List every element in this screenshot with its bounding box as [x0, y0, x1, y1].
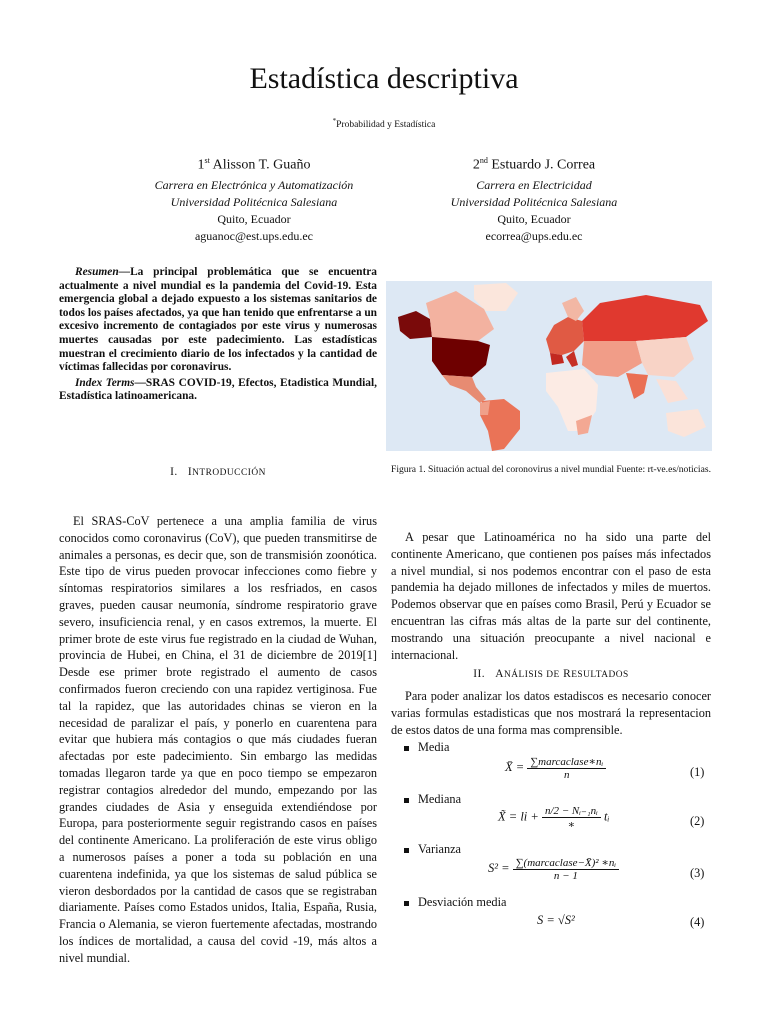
formula-label-mediana: Mediana	[418, 792, 461, 807]
section-heading-analisis: II. ANÁLISIS DE RESULTADOS	[473, 668, 629, 680]
paper-title: Estadística descriptiva	[249, 62, 519, 95]
section-heading-introduccion: I. INTRODUCCIÓN	[170, 466, 266, 478]
title-footnote: *Probabilidad y Estadística	[332, 117, 436, 131]
analysis-paragraph: Para poder analizar los datos estadiscos es necesario conocer varias formulas estadisticas que nos mostrará la representacion de estos datos de una forma mas comprensible.	[391, 689, 711, 737]
equation-number-1: (1)	[690, 765, 705, 779]
abstract: Resumen—La principal problemática que se encuentra actualmente a nivel mundial es la pandemia del Covid-19. Esta emergencia global a dejado expuesto a los sistemas sanitarios de todos los países afectados, ya que han tenido que enfrentarse a un excesivo incremento de contagiados por este virus y numerosas muertes causadas por este padecimiento. Las estadísticas muestran el crecimiento diario de los infectados y la cantidad de víctimas fallecidas por coronavirus. Index Terms—SRAS COVID-19, Efectos, Etadistica Mundial, Estadística latinoamericana.	[59, 266, 377, 403]
intro-paragraph: El SRAS-CoV pertenece a una amplia familia de virus conocidos como coronavirus (CoV), que pueden transmitirse de animales a personas, es decir que, son de transmisión zoonótica. Este tipo de virus pueden provocar infecciones como fiebre y síntomas respiratorios similares a los resfriados, en casos graves, pueden causar neumonía, síndrome respiratorio grave severo, insuficiencia renal, y en casos extremos, la muerte. El primer brote de este virus fue registrado en la ciudad de Wuhan, provincia de Hubei, en China, el 31 de diciembre de 2019[1] Desde ese primer brote registrado el aumento de casos confirmados fueron creciendo con una rapidez vertiginosa. Fue tal la rapidez, que las autoridades chinas se vieron en la necesidad de paralizar el país, y ponerlo en cuarentena para evitar que hubiera más contagios o que más ciudades fueran afectadas por este padecimiento. Sin embargo las medidas tomadas llegaron tarde ya que en poco tiempo se empezaron registrar contagios alrededor del mundo, empezando por las grandes ciudades de Asia y enseguida extendiéndose por Europa, para posteriormente seguir registrando casos en países del continente Americano. La proliferación de este virus obligo a numerosos países a poner a toda su población en una cuarentena indefinida, ya que los sistemas de salud pública se vieron desbordados por la cantidad de casos que se registraban diariamente. Países como Estados unidos, Italia, España, Rusia, Francia o Alemania, se vieron fuertemente afectadas, mostrando los índices de mortalidad, a causa del covid -19, más altos a nivel mundial.	[59, 514, 377, 965]
formula-mediana: X̃ = li + $\frac{\text{n/2 − Nᵢ₋₁nᵢ}}{∗}$ tᵢ	[498, 805, 610, 831]
formula-desviacion: S = √S²	[537, 913, 575, 927]
formula-label-varianza: Varianza	[418, 842, 461, 857]
equation-number-2: (2)	[690, 814, 705, 828]
formula-varianza: S² = $\frac{\text{∑(marcaclase−X̄)² ∗nᵢ}}{n - 1}$	[488, 856, 619, 882]
equation-number-4: (4)	[690, 915, 705, 929]
author-2: 2nd Estuardo J. Correa Carrera en Electricidad Universidad Politécnica Salesiana Quito, Ecuador ecorrea@ups.edu.ec	[450, 156, 618, 243]
world-map-figure	[386, 281, 712, 451]
latam-paragraph: A pesar que Latinoamérica no ha sido una parte del continente Americano, que contienen pos países más infectados a nivel mundial, si nos podemos encontrar con el paso de esta pandemia ha dejado millones de infectados y miles de muertos. Podemos observar que en países como Brasil, Perú y Ecuador se encuentran las cifras más altas de la parte sur del continente, mostrando una situación preocupante a nivel nacional e internacional.	[391, 530, 711, 662]
equation-number-3: (3)	[690, 866, 705, 880]
formula-media: X̄ = $\frac{\text{∑marcaclase∗nᵢ}}{n}$	[505, 755, 606, 781]
author-1: 1st Alisson T. Guaño Carrera en Electrónica y Automatización Universidad Politécnica Salesiana Quito, Ecuador aguanoc@est.ups.edu.ec	[154, 156, 354, 243]
formula-label-media: Media	[418, 740, 449, 755]
figure-caption: Figura 1. Situación actual del coronovirus a nivel mundial Fuente: rt-ve.es/noticias.	[391, 464, 711, 475]
formula-label-desviacion: Desviación media	[418, 895, 506, 910]
covid-world-map	[386, 281, 712, 451]
